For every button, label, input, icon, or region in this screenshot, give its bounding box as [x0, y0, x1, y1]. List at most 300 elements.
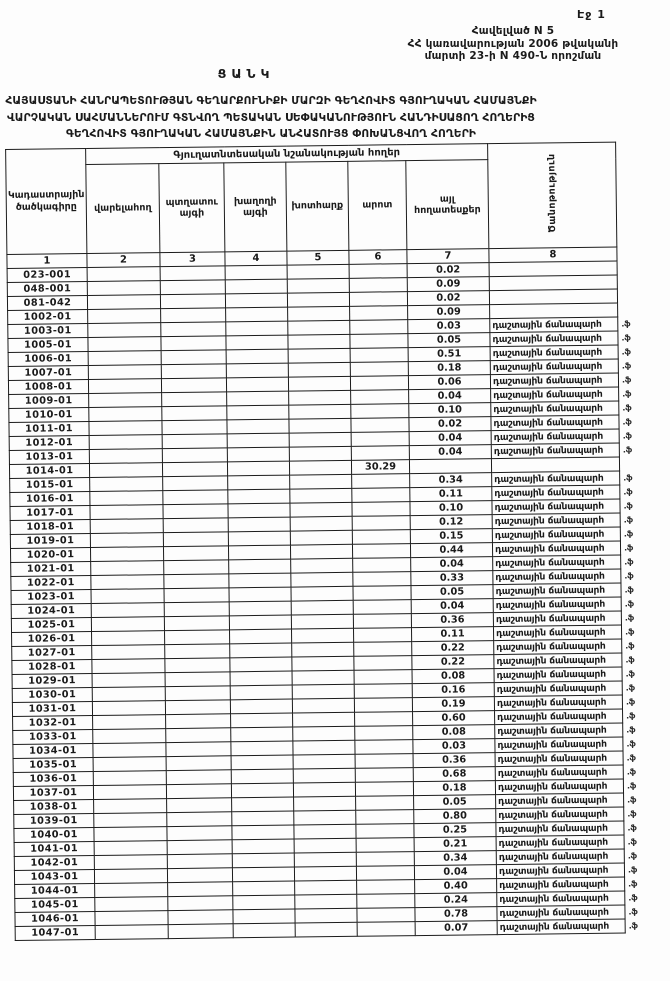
note-text: դաշտային ճանապարհ	[494, 542, 605, 556]
vineyard-cell	[232, 839, 294, 854]
hayfield-cell	[294, 796, 356, 811]
vineyard-cell	[231, 769, 293, 784]
margin-mark: .ֆ	[621, 347, 631, 357]
hayfield-cell	[293, 740, 355, 755]
margin-mark: .ֆ	[624, 571, 634, 581]
other-lands-cell: 0.11	[410, 487, 492, 502]
arable-cell	[88, 351, 161, 366]
government-line-1: ՀՀ կառավարության 2006 թվականի	[407, 37, 619, 50]
arable-cell	[90, 477, 163, 492]
page-number: Էջ 1	[577, 8, 606, 21]
arable-cell	[89, 407, 162, 422]
hayfield-cell	[293, 768, 355, 783]
other-lands-cell	[409, 459, 491, 474]
vineyard-cell	[228, 503, 290, 518]
other-lands-cell: 0.36	[411, 613, 493, 628]
cadastral-code-cell: 1028-01	[12, 660, 92, 675]
arable-cell	[88, 309, 161, 324]
other-lands-cell: 0.07	[415, 921, 497, 936]
vineyard-cell	[232, 825, 294, 840]
vineyard-cell	[229, 573, 291, 588]
vineyard-cell	[229, 615, 291, 630]
hayfield-cell	[295, 894, 357, 909]
other-lands-cell: 0.03	[408, 319, 490, 334]
cadastral-code-cell: 1015-01	[10, 478, 90, 493]
pasture-cell	[355, 726, 413, 741]
note-cell	[495, 709, 636, 725]
pasture-cell	[355, 754, 413, 769]
vineyard-cell	[233, 909, 295, 924]
margin-mark: .ֆ	[624, 599, 634, 609]
cadastral-code-cell: 1031-01	[12, 702, 92, 717]
margin-mark: .ֆ	[626, 753, 636, 763]
arable-cell	[90, 505, 163, 520]
cadastral-code-cell: 1017-01	[10, 506, 90, 521]
note-cell	[497, 905, 638, 921]
orchard-cell	[165, 672, 230, 687]
note-cell	[493, 611, 635, 627]
col-group-header-agricultural: Գյուղատնտեսական նշանակության հողեր	[86, 144, 488, 165]
note-text: դաշտային ճանապարհ	[493, 430, 604, 444]
doc-title-line-2: ՎԱՐՉԱԿԱՆ ՍԱՀՄԱՆՆԵՐՈՒՄ ԳՏՆՎՈՂ ՊԵՏԱԿԱՆ ՍԵՓԱԿԱՆՈՒԹՅՈՒՆ ՀԱՆԴԻՍԱՑՈՂ ՀՈՂԵՐԻՑ	[7, 110, 535, 124]
arable-cell	[92, 687, 165, 702]
note-cell	[496, 849, 638, 865]
pasture-cell	[351, 432, 409, 447]
note-cell	[491, 387, 632, 403]
cadastral-code-cell: 1002-01	[8, 310, 88, 325]
note-cell	[494, 653, 635, 669]
note-cell	[489, 289, 617, 305]
margin-mark: .ֆ	[625, 655, 635, 665]
note-cell	[493, 625, 635, 641]
note-cell	[496, 863, 638, 879]
cadastral-code-cell: 1033-01	[13, 730, 93, 745]
hayfield-cell	[294, 866, 356, 881]
arable-cell	[89, 421, 162, 436]
pasture-cell	[355, 782, 413, 797]
vineyard-cell	[226, 377, 288, 392]
orchard-cell	[167, 854, 232, 869]
margin-mark: .ֆ	[623, 529, 634, 539]
note-cell	[494, 667, 635, 683]
note-cell	[492, 485, 633, 501]
cadastral-code-cell: 1025-01	[11, 618, 91, 633]
note-text: դաշտային ճանապարհ	[495, 556, 605, 570]
cadastral-code-cell: 1020-01	[10, 548, 90, 563]
other-lands-cell: 0.10	[410, 501, 492, 516]
note-text: դաշտային ճանապարհ	[494, 500, 604, 514]
orchard-cell	[163, 532, 228, 547]
note-text: դաշտային ճանապարհ	[495, 598, 606, 612]
pasture-cell	[354, 684, 412, 699]
other-lands-cell: 0.68	[413, 767, 495, 782]
pasture-cell	[357, 908, 415, 923]
pasture-cell	[350, 348, 408, 363]
margin-mark: .ֆ	[626, 767, 636, 777]
hayfield-cell	[291, 628, 353, 643]
orchard-cell	[167, 868, 232, 883]
margin-mark: .ֆ	[626, 725, 636, 735]
orchard-cell	[162, 448, 227, 463]
vineyard-cell	[227, 461, 289, 476]
hayfield-cell	[290, 474, 352, 489]
pasture-cell	[351, 404, 409, 419]
other-lands-cell: 0.25	[414, 823, 496, 838]
margin-mark: .ֆ	[623, 515, 633, 525]
col-header-orchard: պտղատու այգի	[159, 163, 225, 253]
vineyard-cell	[229, 587, 291, 602]
appendix-title: Հավելված N 5	[471, 25, 555, 37]
margin-mark: .ֆ	[628, 879, 638, 889]
hayfield-cell	[289, 460, 351, 475]
note-cell	[491, 457, 619, 473]
pasture-cell	[354, 698, 412, 713]
pasture-cell: 30.29	[351, 460, 409, 475]
margin-mark: .ֆ	[621, 333, 631, 343]
arable-cell	[88, 365, 161, 380]
orchard-cell	[161, 308, 226, 323]
pasture-cell	[352, 502, 410, 517]
note-cell	[497, 877, 638, 893]
cadastral-code-cell: 1043-01	[14, 869, 94, 884]
note-cell	[494, 681, 635, 697]
arable-cell	[92, 631, 165, 646]
orchard-cell	[161, 378, 226, 393]
vineyard-cell	[227, 447, 289, 462]
vineyard-cell	[233, 895, 295, 910]
orchard-cell	[160, 280, 225, 295]
note-text: դաշտային ճանապարհ	[492, 360, 603, 374]
arable-cell	[94, 799, 167, 814]
margin-mark: .ֆ	[627, 809, 637, 819]
vineyard-cell	[227, 433, 289, 448]
orchard-cell	[162, 434, 227, 449]
vineyard-cell	[230, 671, 292, 686]
margin-mark: .ֆ	[624, 613, 635, 623]
orchard-cell	[161, 350, 226, 365]
margin-mark: .ֆ	[622, 417, 632, 427]
orchard-cell	[163, 546, 228, 561]
arable-cell	[89, 449, 162, 464]
note-cell	[489, 261, 617, 277]
cadastral-code-cell: 081-042	[7, 296, 87, 311]
vineyard-cell	[225, 293, 287, 308]
pasture-cell	[349, 278, 407, 293]
note-cell	[491, 443, 633, 459]
pasture-cell	[357, 894, 415, 909]
note-text: դաշտային ճանապարհ	[493, 444, 604, 458]
hayfield-cell	[292, 670, 354, 685]
arable-cell	[90, 533, 163, 548]
note-text: դաշտային ճանապարհ	[496, 626, 606, 640]
vineyard-cell	[225, 279, 287, 294]
government-line-2: մարտի 23-ի N 490-Ն որոշման	[424, 50, 602, 62]
arable-cell	[89, 393, 162, 408]
hayfield-cell	[294, 824, 356, 839]
pasture-cell	[350, 376, 408, 391]
margin-mark: .ֆ	[623, 543, 634, 553]
margin-mark: .ֆ	[623, 501, 633, 511]
hayfield-cell	[294, 852, 356, 867]
cadastral-code-cell: 1047-01	[15, 925, 95, 940]
cadastral-code-cell: 1039-01	[14, 813, 94, 828]
vineyard-cell	[231, 713, 293, 728]
margin-mark: .ֆ	[626, 739, 636, 749]
note-header-vertical-text: Ծանոթություն	[545, 153, 558, 234]
pasture-cell	[353, 586, 411, 601]
orchard-cell	[164, 616, 229, 631]
note-text: դաշտային ճանապարհ	[492, 346, 603, 360]
col-header-hayfield: խոտհարք	[286, 161, 349, 251]
pasture-cell	[355, 768, 413, 783]
other-lands-cell: 0.04	[409, 389, 491, 404]
arable-cell	[90, 547, 163, 562]
orchard-cell	[162, 462, 227, 477]
col-number-8: 8	[489, 247, 617, 263]
cadastral-code-cell: 1005-01	[8, 338, 88, 353]
orchard-cell	[161, 322, 226, 337]
hayfield-cell	[291, 586, 353, 601]
cadastral-code-cell: 1042-01	[14, 855, 94, 870]
pasture-cell	[356, 866, 414, 881]
other-lands-cell: 0.44	[410, 543, 492, 558]
orchard-cell	[164, 574, 229, 589]
hayfield-cell	[291, 558, 353, 573]
arable-cell	[87, 295, 160, 310]
pasture-cell	[349, 292, 407, 307]
other-lands-cell: 0.80	[414, 809, 496, 824]
pasture-cell	[350, 334, 408, 349]
note-text: դաշտային ճանապարհ	[498, 836, 609, 850]
note-cell	[491, 429, 632, 445]
margin-mark: .ֆ	[626, 711, 636, 721]
other-lands-cell: 0.02	[409, 417, 491, 432]
vineyard-cell	[226, 349, 288, 364]
note-text: դաշտային ճանապարհ	[492, 374, 603, 388]
hayfield-cell	[292, 642, 354, 657]
other-lands-cell: 0.06	[408, 375, 490, 390]
hayfield-cell	[293, 782, 355, 797]
col-number-6: 6	[349, 250, 407, 265]
orchard-cell	[167, 812, 232, 827]
vineyard-cell	[230, 643, 292, 658]
orchard-cell	[167, 798, 232, 813]
pasture-cell	[357, 880, 415, 895]
arable-cell	[91, 603, 164, 618]
vineyard-cell	[230, 657, 292, 672]
margin-mark: .ֆ	[622, 403, 632, 413]
other-lands-cell: 0.34	[414, 851, 496, 866]
orchard-cell	[166, 784, 231, 799]
cadastral-code-cell: 1034-01	[13, 744, 93, 759]
cadastral-code-cell: 1040-01	[14, 827, 94, 842]
doc-title-line-3: ԳԵՂՀՈՎԻՏ ԳՅՈՒՂԱԿԱՆ ՀԱՄԱՅՆՔԻՆ ԱՆՀԱՏՈՒՅՑ ՓՈԽԱՆՑՎՈՂ ՀՈՂԵՐԻ	[65, 127, 477, 140]
col-number-2: 2	[87, 253, 160, 268]
hayfield-cell	[293, 754, 355, 769]
vineyard-cell	[228, 545, 290, 560]
note-text: դաշտային ճանապարհ	[497, 780, 608, 794]
other-lands-cell: 0.08	[413, 725, 495, 740]
vineyard-cell	[229, 559, 291, 574]
orchard-cell	[165, 686, 230, 701]
other-lands-cell: 0.18	[408, 361, 490, 376]
cadastral-code-cell: 048-001	[7, 282, 87, 297]
pasture-cell	[352, 488, 410, 503]
vineyard-cell	[226, 363, 288, 378]
margin-mark: .ֆ	[626, 781, 637, 791]
cadastral-code-cell: 1009-01	[9, 394, 89, 409]
cadastral-code-cell: 1008-01	[8, 380, 88, 395]
other-lands-cell: 0.04	[409, 431, 491, 446]
margin-mark: .ֆ	[622, 389, 632, 399]
orchard-cell	[163, 476, 228, 491]
vineyard-cell	[229, 601, 291, 616]
arable-cell	[93, 743, 166, 758]
orchard-cell	[167, 840, 232, 855]
hayfield-cell	[287, 264, 349, 279]
pasture-cell	[355, 712, 413, 727]
other-lands-cell: 0.09	[407, 277, 489, 292]
note-text: դաշտային ճանապարհ	[493, 416, 603, 430]
arable-cell	[91, 589, 164, 604]
hayfield-cell	[294, 838, 356, 853]
other-lands-cell: 0.04	[409, 445, 491, 460]
hayfield-cell	[290, 530, 352, 545]
cadastral-code-cell: 1013-01	[9, 450, 89, 465]
arable-cell	[93, 715, 166, 730]
other-lands-cell: 0.09	[408, 305, 490, 320]
vineyard-cell	[231, 755, 293, 770]
note-text: դաշտային ճանապարհ	[497, 752, 608, 766]
arable-cell	[92, 659, 165, 674]
cadastral-code-cell: 1019-01	[10, 534, 90, 549]
orchard-cell	[165, 630, 230, 645]
hayfield-cell	[290, 544, 352, 559]
arable-cell	[88, 337, 161, 352]
pasture-cell	[355, 740, 413, 755]
margin-mark: .ֆ	[622, 445, 633, 455]
orchard-cell	[165, 658, 230, 673]
arable-cell	[92, 701, 165, 716]
hayfield-cell	[288, 376, 350, 391]
other-lands-cell: 0.11	[411, 627, 493, 642]
note-cell	[496, 835, 637, 851]
vineyard-cell	[233, 923, 295, 938]
note-text: դաշտային ճանապարհ	[495, 584, 605, 598]
note-text: դաշտային ճանապարհ	[494, 528, 605, 542]
arable-cell	[93, 785, 166, 800]
vineyard-cell	[231, 741, 293, 756]
note-cell	[491, 401, 632, 417]
other-lands-cell: 0.18	[413, 781, 495, 796]
orchard-cell	[166, 742, 231, 757]
other-lands-cell: 0.22	[412, 641, 494, 656]
cadastral-code-cell: 1026-01	[12, 632, 92, 647]
cadastral-code-cell: 1012-01	[9, 436, 89, 451]
margin-mark: .ֆ	[624, 585, 634, 595]
other-lands-cell: 0.05	[408, 333, 490, 348]
pasture-cell	[353, 558, 411, 573]
margin-mark: .ֆ	[627, 837, 637, 847]
note-text: դաշտային ճանապարհ	[494, 486, 604, 500]
other-lands-cell: 0.34	[410, 473, 492, 488]
hayfield-cell	[291, 572, 353, 587]
hayfield-cell	[290, 502, 352, 517]
arable-cell	[93, 771, 166, 786]
orchard-cell	[164, 560, 229, 575]
vineyard-cell	[230, 699, 292, 714]
note-text: դաշտային ճանապարհ	[493, 402, 603, 416]
other-lands-cell: 0.05	[411, 585, 493, 600]
hayfield-cell	[287, 278, 349, 293]
note-cell	[491, 415, 632, 431]
pasture-cell	[351, 390, 409, 405]
vineyard-cell	[233, 881, 295, 896]
orchard-cell	[163, 490, 228, 505]
hayfield-cell	[292, 656, 354, 671]
note-text: դաշտային ճանապարհ	[498, 864, 609, 878]
arable-cell	[94, 841, 167, 856]
hayfield-cell	[289, 418, 351, 433]
note-text: դաշտային ճանապարհ	[498, 808, 608, 822]
pasture-cell	[349, 264, 407, 279]
hayfield-cell	[292, 698, 354, 713]
arable-cell	[90, 491, 163, 506]
note-cell	[497, 919, 638, 935]
other-lands-cell: 0.02	[407, 263, 489, 278]
doc-title	[0, 93, 542, 143]
arable-cell	[94, 827, 167, 842]
other-lands-cell: 0.02	[407, 291, 489, 306]
note-cell	[492, 499, 633, 515]
hayfield-cell	[291, 614, 353, 629]
arable-cell	[95, 897, 168, 912]
hayfield-cell	[288, 348, 350, 363]
arable-cell	[90, 519, 163, 534]
note-cell	[496, 807, 637, 823]
orchard-cell	[162, 392, 227, 407]
cadastral-code-cell: 1014-01	[9, 464, 89, 479]
arable-cell	[94, 855, 167, 870]
cadastral-code-cell: 1030-01	[12, 688, 92, 703]
vineyard-cell	[232, 853, 294, 868]
note-cell	[497, 891, 638, 907]
cadastral-code-cell: 1010-01	[9, 408, 89, 423]
note-text: դաշտային ճանապարհ	[496, 654, 606, 668]
orchard-cell	[164, 588, 229, 603]
cadastral-code-cell: 1022-01	[11, 576, 91, 591]
pasture-cell	[356, 838, 414, 853]
orchard-cell	[163, 518, 228, 533]
note-text: դաշտային ճանապարհ	[498, 794, 608, 808]
note-text: դաշտային ճանապարհ	[496, 696, 607, 710]
arable-cell	[95, 911, 168, 926]
other-lands-cell: 0.03	[413, 739, 495, 754]
other-lands-cell: 0.36	[413, 753, 495, 768]
note-text: դաշտային ճանապարհ	[498, 850, 609, 864]
hayfield-cell	[290, 516, 352, 531]
vineyard-cell	[230, 629, 292, 644]
orchard-cell	[166, 714, 231, 729]
other-lands-cell: 0.10	[409, 403, 491, 418]
vineyard-cell	[227, 419, 289, 434]
vineyard-cell	[232, 797, 294, 812]
land-table-wrap	[5, 142, 638, 941]
note-text: դաշտային ճանապարհ	[495, 612, 606, 626]
arable-cell	[91, 617, 164, 632]
margin-mark: .ֆ	[621, 319, 631, 329]
other-lands-cell: 0.22	[412, 655, 494, 670]
